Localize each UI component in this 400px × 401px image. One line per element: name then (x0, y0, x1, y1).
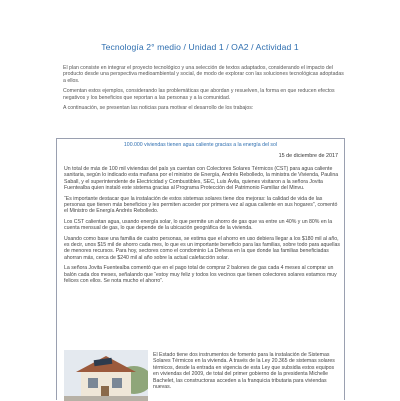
news-paragraph: Un total de más de 100 mil viviendas del país ya cuentan con Colectores Solares Térmicos (CST) para agua caliente sanitaria, según lo indicado esta mañana por el ministro de Energía, Andrés Rebolledo, la ministra de Vivienda, Paulina Saball, y el superintendente de Electricidad y Combustibles, SEC, Luis Ávila, quienes visitaron a la señora Jovita Fuentealba quien instaló este sistema gracias al Programa Protección del Patrimonio Familiar del Minvu. (64, 166, 339, 192)
news-headline[interactable]: 100.000 viviendas tienen agua caliente gracias a la energía del sol (123, 142, 278, 148)
intro-section (63, 65, 345, 115)
intro-paragraph: A continuación, se presentan las noticias para motivar el desarrollo de los trabajos: (63, 105, 254, 112)
intro-paragraph: Comentan estos ejemplos, considerando las problemáticas que abordan y resuelven, la forma en que reducen efectos negativos y los beneficios que reportan a las personas y a la comunidad. (63, 88, 335, 101)
page-title: Tecnología 2° medio / Unidad 1 / OA2 / Actividad 1 (101, 42, 299, 52)
news-date: 15 de diciembre de 2017 (278, 153, 338, 159)
news-paragraph: “Es importante destacar que la instalación de estos sistemas solares tiene dos mejoras: la calidad de vida de las personas que tienen más beneficios y les permiten acceder por primera vez al agua caliente en sus hogares”, comentó el Ministro de Energía Andrés Rebolledo. (64, 195, 338, 215)
intro-paragraph: El plan consiste en integrar el proyecto tecnológico y una selección de textos adaptados, considerando el impacto del producto desde una perspectiva medioambiental y social, de modo de explorar con las soluciones tecnológicas adoptadas a ellos. (63, 65, 344, 84)
news-paragraph: Usando como base una familia de cuatro personas, se estima que el ahorro en uso debiera llegar a los $180 mil al año, es decir, unos $15 mil de ahorro cada mes, lo que es un importante beneficio para las familias, sobre todo para aquellas de menores recursos. Para hoy, sectores como el condominio La Dehesa en la que donde las familias beneficiadas ahorran más, cerca de $240 mil al año sobre la actual calefacción solar. (64, 235, 340, 261)
house-photo (64, 350, 148, 401)
news-paragraph: La señora Jovita Fuentealba comentó que en el pago total de comprar 2 balones de gas cada 4 meses al comprar un balón cada dos meses, señalando que “estoy muy feliz y todos los vecinos que tienen colectores solares estamos muy felices con ellos. Se nota mucho el ahorro”. (64, 265, 337, 285)
house-illustration (64, 350, 148, 401)
news-side-paragraph: El Estado tiene dos instrumentos de fomento para la instalación de Sistemas Solares Térmicos en la vivienda. A través de la Ley 20.365 de sistemas solares térmicos, desde la entrada en vigencia de esta Ley que subsidia estos equipos en viviendas del 2009, de total del primer gobierno de la presidenta Michelle Bachelet, las constructoras acceden a la franquicia tributaria para viviendas nuevas. (153, 352, 335, 391)
news-paragraph: Los CST calientan agua, usando energía solar, lo que permite un ahorro de gas que va entre un 40% y un 80% en la cuenta mensual de gas, lo que depende de la ubicación geográfica de la vivienda. (64, 218, 333, 232)
news-body (64, 166, 340, 289)
news-article-box (56, 138, 345, 400)
